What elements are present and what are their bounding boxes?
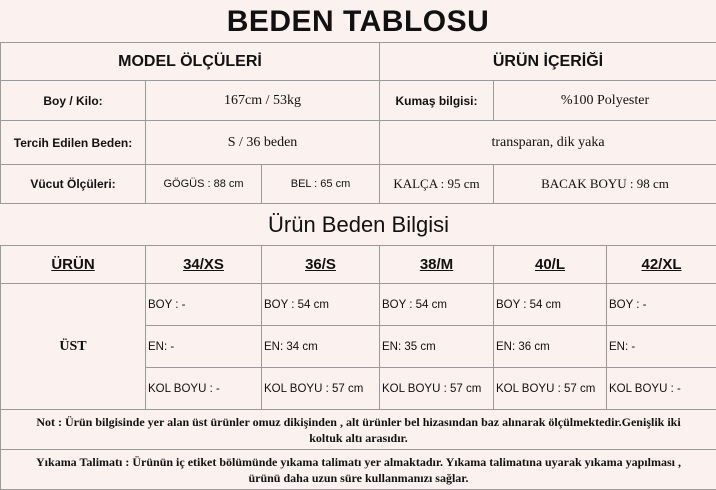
width-cell: EN: - (146, 326, 262, 368)
preferred-size-value: S / 36 beden (146, 121, 380, 165)
size-header-40-l: 40/L (494, 246, 607, 284)
length-cell: BOY : - (607, 284, 716, 326)
size-header-36-s: 36/S (262, 246, 380, 284)
preferred-size-label: Tercih Edilen Beden: (1, 121, 146, 165)
measurement-note: Not : Ürün bilgisinde yer alan üst ürünler omuz dikişinden , alt ürünler bel hizasından baz alınarak ölçülmektedir.Genişlik iki koltuk altı arasıdır. (1, 410, 716, 450)
length-cell: BOY : 54 cm (262, 284, 380, 326)
sleeve-length-cell: KOL BOYU : - (607, 368, 716, 410)
leg-length-measurement: BACAK BOYU : 98 cm (494, 165, 716, 204)
width-cell: EN: 35 cm (380, 326, 494, 368)
fabric-value: %100 Polyester (494, 81, 716, 121)
model-measurements-heading: MODEL ÖLÇÜLERİ (1, 43, 380, 81)
washing-instructions: Yıkama Talimatı : Ürünün iç etiket bölümünde yıkama talimatı yer almaktadır. Yıkama talimatına uyarak yıkama yapılması , ürünü daha uzun süre kullanmanızı sağlar. (1, 450, 716, 490)
size-header-42-xl: 42/XL (607, 246, 716, 284)
top-garment-label: ÜST (1, 284, 146, 410)
fabric-label: Kumaş bilgisi: (380, 81, 494, 121)
width-cell: EN: 34 cm (262, 326, 380, 368)
product-column-header: ÜRÜN (1, 246, 146, 284)
size-info-heading: Ürün Beden Bilgisi (1, 204, 716, 246)
size-chart-table (0, 42, 716, 490)
size-header-34-xs: 34/XS (146, 246, 262, 284)
length-cell: BOY : 54 cm (380, 284, 494, 326)
page-title: BEDEN TABLOSU (226, 5, 490, 38)
sleeve-length-cell: KOL BOYU : - (146, 368, 262, 410)
sleeve-length-cell: KOL BOYU : 57 cm (494, 368, 607, 410)
length-cell: BOY : - (146, 284, 262, 326)
width-cell: EN: - (607, 326, 716, 368)
height-weight-value: 167cm / 53kg (146, 81, 380, 121)
waist-measurement: BEL : 65 cm (262, 165, 380, 204)
product-features: transparan, dik yaka (380, 121, 716, 165)
body-measurements-label: Vücut Ölçüleri: (1, 165, 146, 204)
size-header-38-m: 38/M (380, 246, 494, 284)
width-cell: EN: 36 cm (494, 326, 607, 368)
length-cell: BOY : 54 cm (494, 284, 607, 326)
product-content-heading: ÜRÜN İÇERİĞİ (380, 43, 716, 81)
hip-measurement: KALÇA : 95 cm (380, 165, 494, 204)
sleeve-length-cell: KOL BOYU : 57 cm (380, 368, 494, 410)
chest-measurement: GÖGÜS : 88 cm (146, 165, 262, 204)
height-weight-label: Boy / Kilo: (1, 81, 146, 121)
sleeve-length-cell: KOL BOYU : 57 cm (262, 368, 380, 410)
